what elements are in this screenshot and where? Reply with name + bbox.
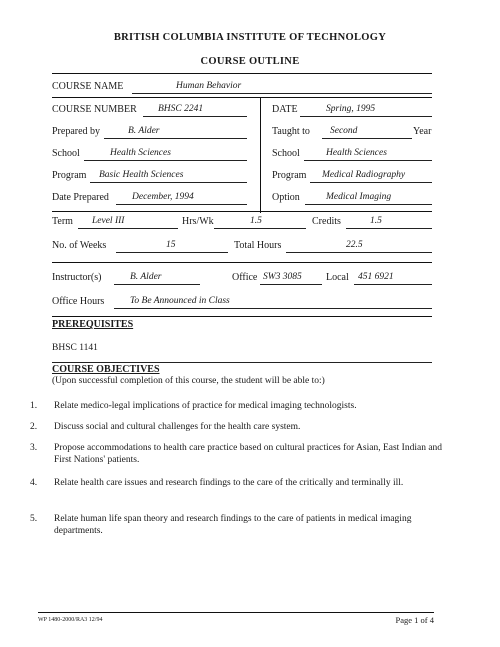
prepared-by-value: B. Alder [128, 126, 160, 136]
column-divider [260, 97, 261, 213]
date-label: DATE [272, 104, 298, 115]
rule-before-objectives [52, 362, 432, 363]
course-name-label: COURSE NAME [52, 81, 124, 92]
program-right-label: Program [272, 170, 307, 181]
program-left-value: Basic Health Sciences [99, 170, 184, 180]
course-name-line [132, 93, 432, 94]
program-left-line [90, 182, 247, 183]
course-name-value: Human Behavior [176, 81, 242, 91]
institution-title: BRITISH COLUMBIA INSTITUTE OF TECHNOLOGY [113, 32, 387, 43]
option-label: Option [272, 192, 300, 203]
prerequisites-heading: PREREQUISITES [52, 319, 134, 330]
rule-after-name [52, 97, 432, 98]
objective-number: 4. [30, 478, 38, 488]
objective-text: Relate human life span theory and research findings to the care of patients in medical imaging departments. [54, 514, 412, 536]
total-hours-line [286, 252, 432, 253]
school-left-line [84, 160, 247, 161]
instructor-line [114, 284, 200, 285]
course-number-line [143, 116, 247, 117]
top-rule [52, 73, 432, 74]
program-right-line [310, 182, 432, 183]
weeks-value: 15 [166, 240, 176, 250]
rule-after-grid [52, 211, 432, 212]
instructor-label: Instructor(s) [52, 272, 102, 283]
prerequisites-value: BHSC 1141 [52, 343, 98, 353]
date-prepared-label: Date Prepared [52, 192, 109, 203]
total-hours-label: Total Hours [234, 240, 282, 251]
office-value: SW3 3085 [263, 272, 302, 282]
instructor-value: B. Alder [130, 272, 162, 282]
term-label: Term [52, 216, 73, 227]
weeks-line [116, 252, 228, 253]
objective-number: 3. [30, 443, 38, 453]
school-right-line [304, 160, 432, 161]
total-hours-value: 22.5 [346, 240, 363, 250]
local-line [354, 284, 432, 285]
school-right-label: School [272, 148, 300, 159]
taught-to-label: Taught to [272, 126, 310, 137]
objective-text: Discuss social and cultural challenges for the health care system. [54, 422, 301, 432]
office-hours-value: To Be Announced in Class [130, 296, 230, 306]
taught-to-value: Second [330, 126, 358, 136]
program-right-value: Medical Radiography [322, 170, 406, 180]
date-line [300, 116, 432, 117]
option-line [305, 204, 432, 205]
course-number-value: BHSC 2241 [158, 104, 204, 114]
objective-text: Relate health care issues and research findings to the care of the critically and terminally ill. [54, 478, 404, 488]
objective-number: 1. [30, 401, 38, 411]
footer-rule [38, 612, 434, 613]
hrs-wk-line [214, 228, 306, 229]
credits-line [346, 228, 432, 229]
objective-text: Propose accommodations to health care practice based on cultural practices for Asian, East Indian and First Nations' patients. [54, 443, 443, 465]
objective-number: 5. [30, 514, 38, 524]
term-value: Level III [92, 216, 125, 226]
objective-text: Relate medico-legal implications of practice for medical imaging technologists. [54, 401, 357, 411]
rule-before-instructor [52, 262, 432, 263]
course-number-label: COURSE NUMBER [52, 104, 137, 115]
date-value: Spring, 1995 [326, 104, 376, 114]
hrs-wk-label: Hrs/Wk [182, 216, 214, 227]
prepared-by-label: Prepared by [52, 126, 101, 137]
weeks-label: No. of Weeks [52, 240, 107, 251]
credits-label: Credits [312, 216, 341, 227]
document-title: COURSE OUTLINE [200, 56, 300, 67]
taught-to-line [322, 138, 412, 139]
form-code: WP 1480-2000/RA3 12/94 [38, 617, 103, 623]
year-label: Year [413, 126, 432, 137]
page-number: Page 1 of 4 [395, 615, 434, 625]
local-label: Local [326, 272, 349, 283]
option-value: Medical Imaging [326, 192, 392, 202]
objectives-heading: COURSE OBJECTIVES [52, 364, 160, 375]
prepared-by-line [104, 138, 247, 139]
school-left-value: Health Sciences [110, 148, 171, 158]
office-label: Office [232, 272, 258, 283]
local-value: 451 6921 [358, 272, 394, 282]
office-hours-label: Office Hours [52, 296, 105, 307]
credits-value: 1.5 [370, 216, 382, 226]
objectives-intro: (Upon successful completion of this course, the student will be able to:) [52, 376, 325, 386]
program-left-label: Program [52, 170, 87, 181]
term-line [78, 228, 178, 229]
date-prepared-line [116, 204, 247, 205]
school-right-value: Health Sciences [326, 148, 387, 158]
office-hours-line [114, 308, 432, 309]
date-prepared-value: December, 1994 [132, 192, 194, 202]
school-left-label: School [52, 148, 80, 159]
hrs-wk-value: 1.5 [250, 216, 262, 226]
objective-number: 2. [30, 422, 38, 432]
rule-before-prereq [52, 316, 432, 317]
office-line [260, 284, 322, 285]
